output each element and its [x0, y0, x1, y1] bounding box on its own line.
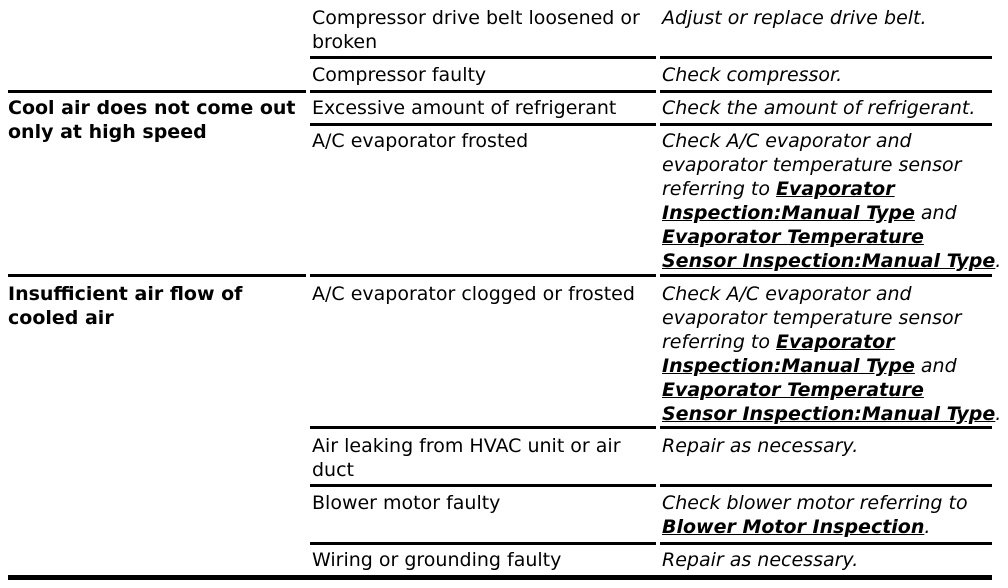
remedy-cell: Repair as necessary.: [662, 435, 859, 457]
remedy-text: Check A/C evaporator and evaporator temperature sensor referring to: [662, 130, 962, 200]
remedy-text: Check blower motor referring to: [662, 492, 968, 514]
row-divider: [660, 542, 992, 545]
symptom-cell: Insufficient air flow of cooled air: [8, 283, 243, 329]
remedy-cell: Check compressor.: [662, 64, 843, 86]
row-divider: [660, 56, 992, 59]
remedy-cell: [662, 129, 1002, 273]
row-divider: [660, 123, 992, 126]
remedy-cell: Adjust or replace drive belt.: [662, 7, 927, 29]
row-divider: [660, 484, 992, 487]
symptom-cell: Cool air does not come out only at high speed: [8, 97, 296, 143]
row-divider: [310, 542, 656, 545]
row-divider: [310, 123, 656, 126]
row-divider: [8, 274, 306, 277]
remedy-cell: [662, 491, 1002, 539]
cause-cell: Blower motor faulty: [312, 492, 501, 514]
remedy-text: .: [995, 403, 1002, 425]
evaporator-temp-sensor-inspection-link[interactable]: Evaporator Temperature Sensor Inspection:Manual Type: [662, 379, 996, 425]
row-divider: [8, 90, 306, 93]
row-divider: [660, 274, 992, 277]
remedy-cell: [662, 282, 1002, 426]
cause-cell: A/C evaporator frosted: [312, 130, 529, 152]
evaporator-inspection-link[interactable]: Evaporator Inspection:Manual Type: [662, 331, 915, 377]
row-divider: [660, 426, 992, 429]
row-divider: [310, 90, 656, 93]
remedy-text: and: [914, 355, 957, 377]
table-bottom-border: [8, 575, 992, 580]
remedy-text: .: [995, 250, 1002, 272]
cause-cell: Compressor faulty: [312, 64, 487, 86]
remedy-text: Check A/C evaporator and evaporator temperature sensor referring to: [662, 283, 962, 353]
evaporator-temp-sensor-inspection-link[interactable]: Evaporator Temperature Sensor Inspection:Manual Type: [662, 226, 996, 272]
row-divider: [310, 484, 656, 487]
row-divider: [310, 56, 656, 59]
cause-cell: Compressor drive belt loosened or broken: [312, 7, 640, 53]
remedy-cell: Repair as necessary.: [662, 549, 859, 571]
cause-cell: Wiring or grounding faulty: [312, 549, 562, 571]
blower-motor-inspection-link[interactable]: Blower Motor Inspection: [662, 516, 925, 538]
row-divider: [310, 426, 656, 429]
cause-cell: Excessive amount of refrigerant: [312, 97, 617, 119]
remedy-text: and: [914, 202, 957, 224]
remedy-text: .: [924, 516, 931, 538]
evaporator-inspection-link[interactable]: Evaporator Inspection:Manual Type: [662, 178, 915, 224]
row-divider: [310, 274, 656, 277]
cause-cell: A/C evaporator clogged or frosted: [312, 283, 635, 305]
row-divider: [660, 90, 992, 93]
cause-cell: Air leaking from HVAC unit or air duct: [312, 435, 621, 481]
remedy-cell: Check the amount of refrigerant.: [662, 97, 976, 119]
